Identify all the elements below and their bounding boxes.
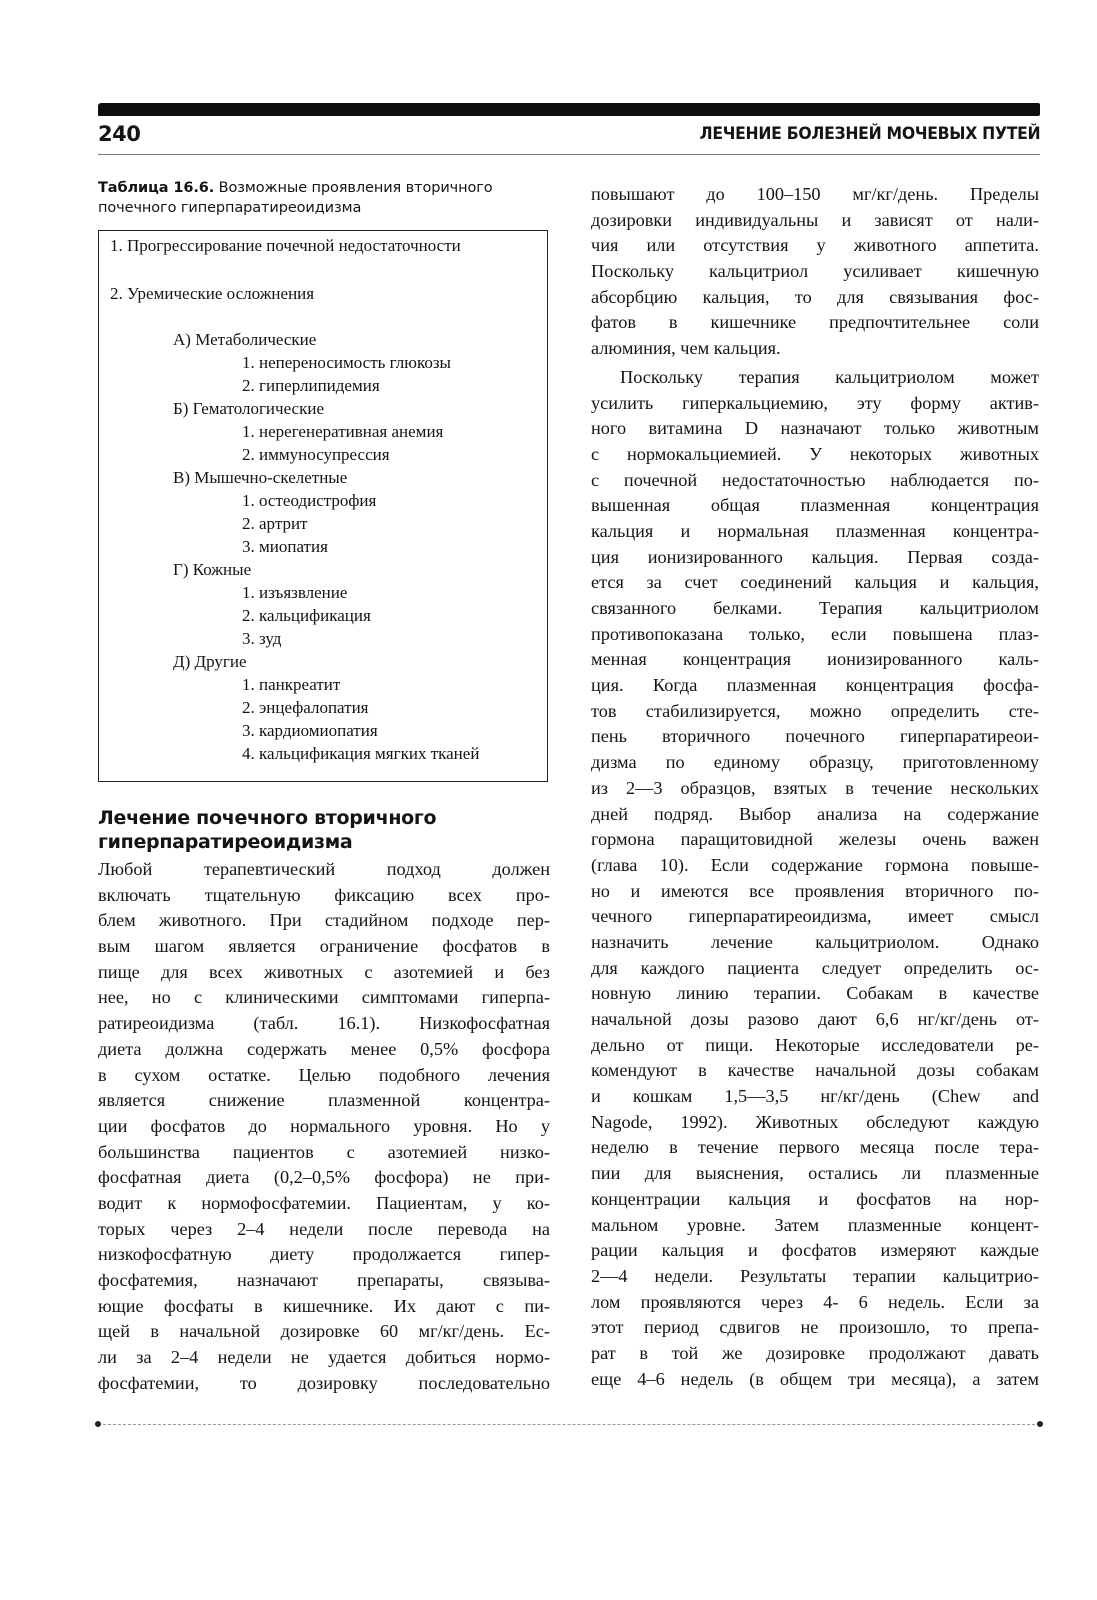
table-row: Б) Гематологические xyxy=(173,399,324,418)
table-caption-label: Таблица 16.6. xyxy=(98,180,215,196)
text-line: рации кальция и фосфатов измеряют каждые xyxy=(591,1240,1039,1261)
text-line: дельно от пищи. Некоторые исследователи ре- xyxy=(591,1034,1039,1055)
text-line: рат в той же дозировке продолжают давать xyxy=(591,1342,1039,1363)
text-line: ция. Когда плазменная концентрация фосфа- xyxy=(591,675,1039,696)
text-line: пии для выяснения, остались ли плазменные xyxy=(591,1163,1039,1184)
header-rule xyxy=(98,154,1040,155)
table-row: 2. артрит xyxy=(242,514,308,533)
text-line: еще 4–6 недель (в общем три месяца), а затем xyxy=(591,1368,1039,1389)
text-line: дней подряд. Выбор анализа на содержание xyxy=(591,803,1039,824)
right-column xyxy=(591,182,1039,1392)
footer-ornament-left xyxy=(95,1421,101,1427)
text-line: усилить гиперкальциемию, эту форму актив- xyxy=(591,392,1039,413)
text-line: ции фосфатов до нормального уровня. Но у xyxy=(98,1115,550,1136)
text-line: концентрации кальция и фосфатов на нор- xyxy=(591,1188,1039,1209)
table-row: 1. остеодистрофия xyxy=(242,491,377,510)
text-line: нее, но с клиническими симптомами гиперпа- xyxy=(98,987,550,1008)
text-line: неделю в течение первого месяца после тера- xyxy=(591,1137,1039,1158)
text-line: дозировки индивидуальны и зависят от нали- xyxy=(591,209,1039,230)
text-line: алюминия, чем кальция. xyxy=(591,338,781,359)
table-row: 2. гиперлипидемия xyxy=(242,376,380,395)
text-line: начальной дозы разово дают 6,6 нг/кг/день от- xyxy=(591,1009,1039,1029)
table-row: А) Метаболические xyxy=(173,330,317,349)
text-line: чия или отсутствия у животного аппетита. xyxy=(591,235,1039,256)
footer-rule xyxy=(98,1424,1040,1425)
section-heading-line2: гиперпаратиреоидизма xyxy=(98,831,353,853)
text-line: в сухом остатке. Целью подобного лечения xyxy=(98,1064,550,1085)
text-line: из 2—3 образцов, взятых в течение нескольких xyxy=(591,777,1039,798)
text-line: блем животного. При стадийном подходе пер- xyxy=(98,910,550,931)
table-row: 1. панкреатит xyxy=(242,675,341,694)
text-line: является снижение плазменной концентра- xyxy=(98,1090,550,1111)
text-line: с нормокальциемией. У некоторых животных xyxy=(591,443,1039,464)
text-line: с почечной недостаточностью наблюдается по- xyxy=(591,469,1039,490)
left-column xyxy=(98,178,550,763)
text-line: для каждого пациента следует определить ос- xyxy=(591,957,1039,978)
table-row: 1. изъязвление xyxy=(242,583,348,602)
table-row: Д) Другие xyxy=(173,652,247,671)
text-line: (глава 10). Если содержание гормона повыше- xyxy=(591,854,1039,875)
text-line: фосфатная диета (0,2–0,5% фосфора) не при- xyxy=(98,1167,550,1188)
text-line: большинства пациентов с азотемией низко- xyxy=(98,1141,550,1162)
text-line: фатов в кишечнике предпочтительнее соли xyxy=(591,312,1039,333)
table-caption-text-line2: почечного гиперпаратиреоидизма xyxy=(98,200,362,216)
text-line: низкофосфатную диету продолжается гипер- xyxy=(98,1244,550,1265)
table-row: 1. Прогрессирование почечной недостаточности xyxy=(110,236,461,255)
text-line: торых через 2–4 недели после перевода на xyxy=(98,1218,550,1239)
text-line: ного витамина D назначают только животным xyxy=(591,418,1039,439)
table-row: 1. нерегенеративная анемия xyxy=(242,422,444,441)
text-line: гормона паращитовидной железы очень важен xyxy=(591,829,1039,850)
text-line: пень вторичного почечного гиперпаратиреои- xyxy=(591,726,1039,747)
text-line: но и имеются все проявления вторичного по- xyxy=(591,880,1039,901)
text-line: дизма по единому образцу, приготовленному xyxy=(591,752,1039,773)
text-line: ется за счет соединений кальция и кальция, xyxy=(591,572,1039,593)
text-line: этот период сдвигов не произошло, то препа- xyxy=(591,1317,1039,1338)
text-line: кальция и нормальная плазменная концентра- xyxy=(591,520,1039,541)
text-line: чечного гиперпаратиреоидизма, имеет смысл xyxy=(591,906,1039,927)
text-line: 2—4 недели. Результаты терапии кальцитрио- xyxy=(591,1265,1039,1286)
table-row: 3. зуд xyxy=(242,629,282,648)
text-line: комендуют в качестве начальной дозы собакам xyxy=(591,1060,1039,1081)
header-bar xyxy=(98,103,1040,116)
footer-ornament-right xyxy=(1037,1421,1043,1427)
text-line: противопоказана только, если повышена плаз- xyxy=(591,623,1039,644)
table-row: 2. Уремические осложнения xyxy=(110,284,315,303)
table-row: 3. миопатия xyxy=(242,537,328,556)
running-head: ЛЕЧЕНИЕ БОЛЕЗНЕЙ МОЧЕВЫХ ПУТЕЙ xyxy=(699,124,1040,144)
page-number: 240 xyxy=(98,122,141,146)
text-line: менная концентрация ионизированного каль- xyxy=(591,649,1039,670)
table-caption-text: Возможные проявления вторичного xyxy=(214,180,493,196)
table-caption xyxy=(98,178,550,218)
table-row: Г) Кожные xyxy=(173,560,252,579)
text-line: диета должна содержать менее 0,5% фосфора xyxy=(98,1038,550,1059)
text-line: ратиреоидизма (табл. 16.1). Низкофосфатная xyxy=(98,1013,550,1034)
table-row: В) Мышечно-скелетные xyxy=(173,468,348,487)
text-line: фосфатемия, назначают препараты, связыва- xyxy=(98,1270,550,1290)
text-line: Любой терапевтический подход должен xyxy=(98,859,550,879)
left-body-text xyxy=(98,857,550,1396)
text-line: водит к нормофосфатемии. Пациентам, у ко- xyxy=(98,1192,550,1213)
table-row: 2. иммуносупрессия xyxy=(242,445,390,464)
text-line: фосфатемии, то дозировку последовательно xyxy=(98,1372,550,1393)
table-row: 4. кальцификация мягких тканей xyxy=(242,744,480,763)
text-line: пище для всех животных с азотемией и без xyxy=(98,961,550,982)
text-line: вым шагом является ограничение фосфатов в xyxy=(98,936,550,957)
text-line: новную линию терапии. Собакам в качестве xyxy=(591,983,1039,1004)
manifestations-table xyxy=(98,230,548,782)
table-row: 2. кальцификация xyxy=(242,606,371,625)
section-heading-line1: Лечение почечного вторичного xyxy=(98,807,437,829)
text-line: включать тщательную фиксацию всех про- xyxy=(98,884,550,905)
section-heading xyxy=(98,806,550,854)
text-line: тов стабилизируется, можно определить сте- xyxy=(591,700,1039,721)
text-line: назначить лечение кальцитриолом. Однако xyxy=(591,931,1039,952)
table-row: 1. непереносимость глюкозы xyxy=(242,353,451,372)
text-line: щей в начальной дозировке 60 мг/кг/день. Ес- xyxy=(98,1321,550,1342)
text-line: повышают до 100–150 мг/кг/день. Пределы xyxy=(591,184,1039,204)
text-line: Поскольку кальцитриол усиливает кишечную xyxy=(591,261,1039,282)
table-row: 2. энцефалопатия xyxy=(242,698,369,717)
text-line: ли за 2–4 недели не удается добиться нормо- xyxy=(98,1347,550,1368)
text-line: ющие фосфаты в кишечнике. Их дают с пи- xyxy=(98,1295,550,1316)
text-line: лом проявляются через 4- 6 недель. Если за xyxy=(591,1291,1039,1312)
text-line: абсорбцию кальция, то для связывания фос- xyxy=(591,286,1039,307)
text-line: ция ионизированного кальция. Первая созда- xyxy=(591,546,1039,567)
text-line: мальном уровне. Затем плазменные концент- xyxy=(591,1214,1039,1235)
text-line: вышенная общая плазменная концентрация xyxy=(591,495,1039,516)
table-row: 3. кардиомиопатия xyxy=(242,721,378,740)
text-line: Nagode, 1992). Животных обследуют каждую xyxy=(591,1111,1039,1132)
text-line: Поскольку терапия кальцитриолом может xyxy=(620,366,1039,387)
text-line: связанного белками. Терапия кальцитриолом xyxy=(591,598,1039,618)
text-line: и кошкам 1,5—3,5 нг/кг/день (Chew and xyxy=(591,1086,1039,1107)
